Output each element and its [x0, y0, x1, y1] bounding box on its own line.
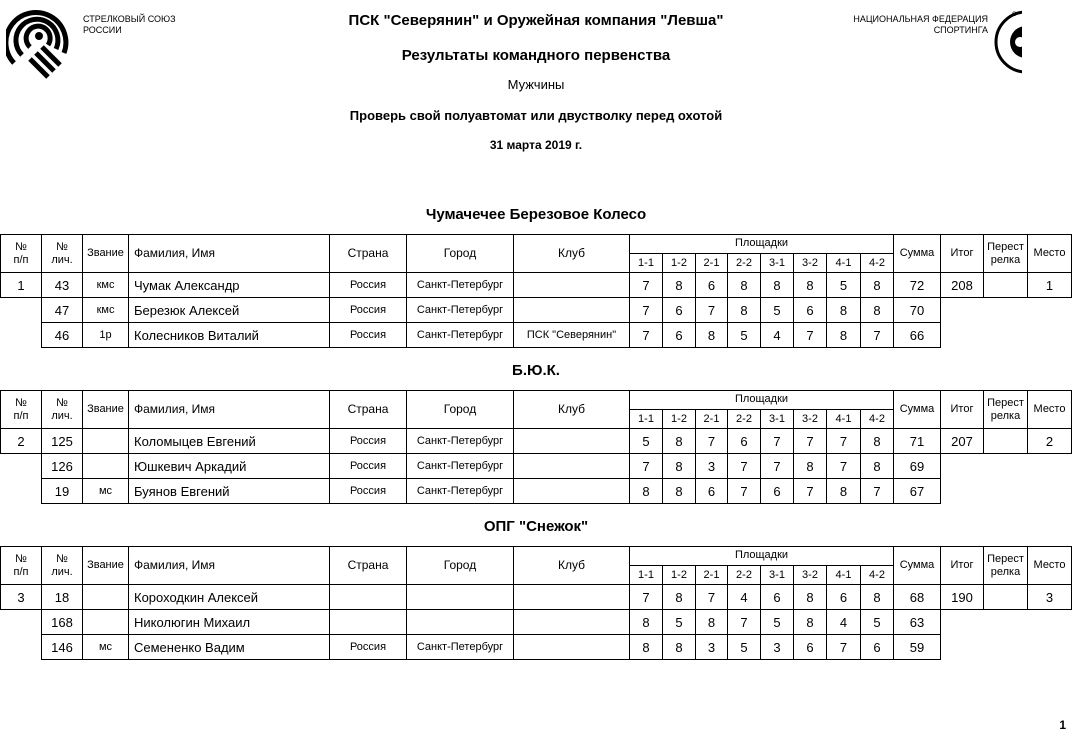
member-score: 6 — [826, 584, 861, 610]
member-lic: 146 — [41, 634, 83, 660]
header-club: Клуб — [513, 390, 630, 429]
page-subtitle: Результаты командного первенства — [401, 47, 671, 64]
member-score: 8 — [860, 272, 894, 298]
member-score: 8 — [826, 297, 861, 323]
member-sum: 66 — [893, 322, 941, 348]
member-score: 8 — [662, 272, 696, 298]
member-score: 8 — [793, 609, 827, 635]
member-lic: 19 — [41, 478, 83, 504]
member-score: 7 — [629, 297, 663, 323]
member-score: 7 — [860, 478, 894, 504]
header-platform-1-1: 1-1 — [629, 565, 663, 585]
header-name: Фамилия, Имя — [128, 234, 330, 273]
header-rank: Звание — [82, 234, 129, 273]
page-title: ПСК "Северянин" и Оружейная компания "Левша" — [348, 12, 724, 29]
member-score: 8 — [826, 322, 861, 348]
header-platform-2-2: 2-2 — [727, 565, 761, 585]
member-country: Россия — [329, 634, 407, 660]
header-club: Клуб — [513, 234, 630, 273]
member-rank: мс — [82, 478, 129, 504]
header-lic: № лич. — [41, 546, 83, 585]
header-platform-1-2: 1-2 — [662, 409, 696, 429]
member-score: 8 — [662, 584, 696, 610]
member-country: Россия — [329, 428, 407, 454]
member-score: 7 — [695, 297, 728, 323]
header-rank: Звание — [82, 546, 129, 585]
member-city: Санкт-Петербург — [406, 428, 514, 454]
team-num: 2 — [0, 428, 42, 454]
member-name: Юшкевич Аркадий — [128, 453, 330, 479]
header-platform-2-2: 2-2 — [727, 409, 761, 429]
header-platform-3-2: 3-2 — [793, 253, 827, 273]
header-platforms: Площадки — [629, 390, 894, 410]
team-place: 2 — [1027, 428, 1072, 454]
org-right-line1: НАЦИОНАЛЬНАЯ ФЕДЕРАЦИЯ — [853, 14, 988, 24]
member-city: Санкт-Петербург — [406, 453, 514, 479]
member-score: 7 — [793, 322, 827, 348]
member-score: 7 — [629, 272, 663, 298]
member-score: 4 — [760, 322, 794, 348]
header-name: Фамилия, Имя — [128, 390, 330, 429]
member-score: 7 — [793, 478, 827, 504]
member-score: 7 — [826, 453, 861, 479]
member-sum: 63 — [893, 609, 941, 635]
team-total: 207 — [940, 428, 984, 454]
member-club: ПСК "Северянин" — [513, 322, 630, 348]
member-score: 8 — [662, 478, 696, 504]
svg-text:С: С — [1012, 12, 1017, 18]
member-score: 3 — [695, 634, 728, 660]
member-club — [513, 297, 630, 323]
member-score: 6 — [760, 478, 794, 504]
header-club: Клуб — [513, 546, 630, 585]
header-sum: Сумма — [893, 390, 941, 429]
event-name: Проверь свой полуавтомат или двустволку перед охотой — [349, 108, 723, 123]
header-platform-1-2: 1-2 — [662, 565, 696, 585]
member-score: 7 — [793, 428, 827, 454]
header-platform-4-1: 4-1 — [826, 409, 861, 429]
header-platform-4-2: 4-2 — [860, 565, 894, 585]
member-city: Санкт-Петербург — [406, 634, 514, 660]
team-shootoff — [983, 428, 1028, 454]
member-city: Санкт-Петербург — [406, 478, 514, 504]
header-platform-4-2: 4-2 — [860, 409, 894, 429]
member-club — [513, 584, 630, 610]
member-sum: 68 — [893, 584, 941, 610]
member-score: 7 — [760, 428, 794, 454]
member-score: 5 — [727, 634, 761, 660]
member-city: Санкт-Петербург — [406, 297, 514, 323]
header-lic: № лич. — [41, 390, 83, 429]
member-lic: 43 — [41, 272, 83, 298]
header-name: Фамилия, Имя — [128, 546, 330, 585]
team-shootoff — [983, 272, 1028, 298]
member-rank — [82, 584, 129, 610]
header-shootoff: Перест релка — [983, 390, 1028, 429]
member-score: 8 — [860, 428, 894, 454]
header-total: Итог — [940, 390, 984, 429]
header-num: № п/п — [0, 546, 42, 585]
header-platform-1-1: 1-1 — [629, 253, 663, 273]
member-score: 7 — [629, 584, 663, 610]
header-total: Итог — [940, 546, 984, 585]
member-score: 3 — [760, 634, 794, 660]
member-score: 5 — [860, 609, 894, 635]
member-score: 5 — [727, 322, 761, 348]
member-rank: кмс — [82, 297, 129, 323]
member-score: 6 — [760, 584, 794, 610]
header-place: Место — [1027, 234, 1072, 273]
member-score: 8 — [662, 453, 696, 479]
member-score: 7 — [629, 322, 663, 348]
member-score: 5 — [662, 609, 696, 635]
team-total: 208 — [940, 272, 984, 298]
header-city: Город — [406, 390, 514, 429]
member-score: 7 — [727, 478, 761, 504]
member-score: 6 — [860, 634, 894, 660]
member-sum: 72 — [893, 272, 941, 298]
member-rank — [82, 428, 129, 454]
member-score: 8 — [662, 634, 696, 660]
header-platform-3-1: 3-1 — [760, 409, 794, 429]
member-score: 8 — [695, 322, 728, 348]
member-score: 6 — [727, 428, 761, 454]
header-sum: Сумма — [893, 234, 941, 273]
member-name: Семененко Вадим — [128, 634, 330, 660]
member-country: Россия — [329, 478, 407, 504]
header-city: Город — [406, 234, 514, 273]
member-score: 5 — [760, 609, 794, 635]
member-city: Санкт-Петербург — [406, 322, 514, 348]
member-lic: 46 — [41, 322, 83, 348]
member-score: 7 — [860, 322, 894, 348]
member-lic: 126 — [41, 453, 83, 479]
member-name: Буянов Евгений — [128, 478, 330, 504]
header-lic: № лич. — [41, 234, 83, 273]
member-score: 7 — [826, 428, 861, 454]
header-num: № п/п — [0, 234, 42, 273]
member-name: Николюгин Михаил — [128, 609, 330, 635]
member-score: 5 — [826, 272, 861, 298]
team-shootoff — [983, 584, 1028, 610]
member-club — [513, 453, 630, 479]
team-total: 190 — [940, 584, 984, 610]
header-platform-2-2: 2-2 — [727, 253, 761, 273]
member-score: 8 — [793, 453, 827, 479]
member-score: 8 — [760, 272, 794, 298]
team-num: 3 — [0, 584, 42, 610]
header-country: Страна — [329, 390, 407, 429]
member-score: 8 — [860, 584, 894, 610]
header-country: Страна — [329, 546, 407, 585]
member-score: 8 — [860, 453, 894, 479]
header-country: Страна — [329, 234, 407, 273]
header-platform-1-1: 1-1 — [629, 409, 663, 429]
header-platform-4-1: 4-1 — [826, 253, 861, 273]
org-left-line2: РОССИИ — [83, 25, 122, 35]
member-rank: мс — [82, 634, 129, 660]
member-club — [513, 634, 630, 660]
header-place: Место — [1027, 546, 1072, 585]
member-name: Коломыцев Евгений — [128, 428, 330, 454]
member-sum: 70 — [893, 297, 941, 323]
member-score: 7 — [727, 609, 761, 635]
member-sum: 69 — [893, 453, 941, 479]
member-score: 7 — [727, 453, 761, 479]
member-score: 6 — [662, 322, 696, 348]
member-score: 8 — [662, 428, 696, 454]
member-club — [513, 609, 630, 635]
header-platform-2-1: 2-1 — [695, 565, 728, 585]
member-score: 8 — [629, 478, 663, 504]
member-score: 8 — [826, 478, 861, 504]
member-score: 6 — [695, 478, 728, 504]
org-right-line2: СПОРТИНГА — [933, 25, 988, 35]
member-score: 4 — [826, 609, 861, 635]
member-club — [513, 272, 630, 298]
member-lic: 168 — [41, 609, 83, 635]
member-sum: 71 — [893, 428, 941, 454]
header-platform-3-1: 3-1 — [760, 253, 794, 273]
member-score: 8 — [695, 609, 728, 635]
team-name: Б.Ю.К. — [512, 362, 560, 379]
header-platforms: Площадки — [629, 546, 894, 566]
team-num: 1 — [0, 272, 42, 298]
member-sum: 67 — [893, 478, 941, 504]
member-score: 8 — [793, 272, 827, 298]
member-rank: 1р — [82, 322, 129, 348]
event-date: 31 марта 2019 г. — [489, 138, 583, 152]
member-score: 5 — [629, 428, 663, 454]
member-country — [329, 609, 407, 635]
member-rank: кмс — [82, 272, 129, 298]
header-platform-4-1: 4-1 — [826, 565, 861, 585]
member-score: 7 — [695, 584, 728, 610]
member-score: 8 — [793, 584, 827, 610]
member-name: Березюк Алексей — [128, 297, 330, 323]
member-country: Россия — [329, 453, 407, 479]
member-score: 3 — [695, 453, 728, 479]
header-num: № п/п — [0, 390, 42, 429]
header-platform-2-1: 2-1 — [695, 253, 728, 273]
member-score: 7 — [695, 428, 728, 454]
member-lic: 18 — [41, 584, 83, 610]
team-name: Чумачечее Березовое Колесо — [425, 206, 647, 223]
member-score: 8 — [860, 297, 894, 323]
page-number: 1 — [1059, 718, 1066, 732]
header-platform-1-2: 1-2 — [662, 253, 696, 273]
member-score: 4 — [727, 584, 761, 610]
member-sum: 59 — [893, 634, 941, 660]
member-score: 7 — [629, 453, 663, 479]
member-country: Россия — [329, 322, 407, 348]
member-score: 8 — [727, 272, 761, 298]
member-city: Санкт-Петербург — [406, 272, 514, 298]
org-left-line1: СТРЕЛКОВЫЙ СОЮЗ — [83, 14, 176, 24]
category-label: Мужчины — [507, 77, 565, 92]
member-lic: 47 — [41, 297, 83, 323]
member-rank — [82, 453, 129, 479]
member-city — [406, 584, 514, 610]
header-platform-4-2: 4-2 — [860, 253, 894, 273]
member-lic: 125 — [41, 428, 83, 454]
header-total: Итог — [940, 234, 984, 273]
header-sum: Сумма — [893, 546, 941, 585]
member-score: 7 — [826, 634, 861, 660]
header-city: Город — [406, 546, 514, 585]
member-score: 6 — [793, 634, 827, 660]
member-score: 7 — [760, 453, 794, 479]
team-place: 1 — [1027, 272, 1072, 298]
member-score: 8 — [727, 297, 761, 323]
header-platform-3-1: 3-1 — [760, 565, 794, 585]
header-rank: Звание — [82, 390, 129, 429]
member-score: 6 — [793, 297, 827, 323]
header-platform-3-2: 3-2 — [793, 409, 827, 429]
member-score: 8 — [629, 634, 663, 660]
member-name: Колесников Виталий — [128, 322, 330, 348]
member-name: Короходкин Алексей — [128, 584, 330, 610]
team-name: ОПГ "Снежок" — [483, 518, 589, 535]
member-country: Россия — [329, 297, 407, 323]
member-club — [513, 478, 630, 504]
member-country — [329, 584, 407, 610]
header-shootoff: Перест релка — [983, 234, 1028, 273]
member-score: 6 — [662, 297, 696, 323]
member-score: 5 — [760, 297, 794, 323]
member-club — [513, 428, 630, 454]
member-city — [406, 609, 514, 635]
header-platform-2-1: 2-1 — [695, 409, 728, 429]
header-place: Место — [1027, 390, 1072, 429]
team-place: 3 — [1027, 584, 1072, 610]
member-country: Россия — [329, 272, 407, 298]
header-platform-3-2: 3-2 — [793, 565, 827, 585]
header-shootoff: Перест релка — [983, 546, 1028, 585]
member-rank — [82, 609, 129, 635]
member-score: 8 — [629, 609, 663, 635]
header-platforms: Площадки — [629, 234, 894, 254]
member-name: Чумак Александр — [128, 272, 330, 298]
member-score: 6 — [695, 272, 728, 298]
